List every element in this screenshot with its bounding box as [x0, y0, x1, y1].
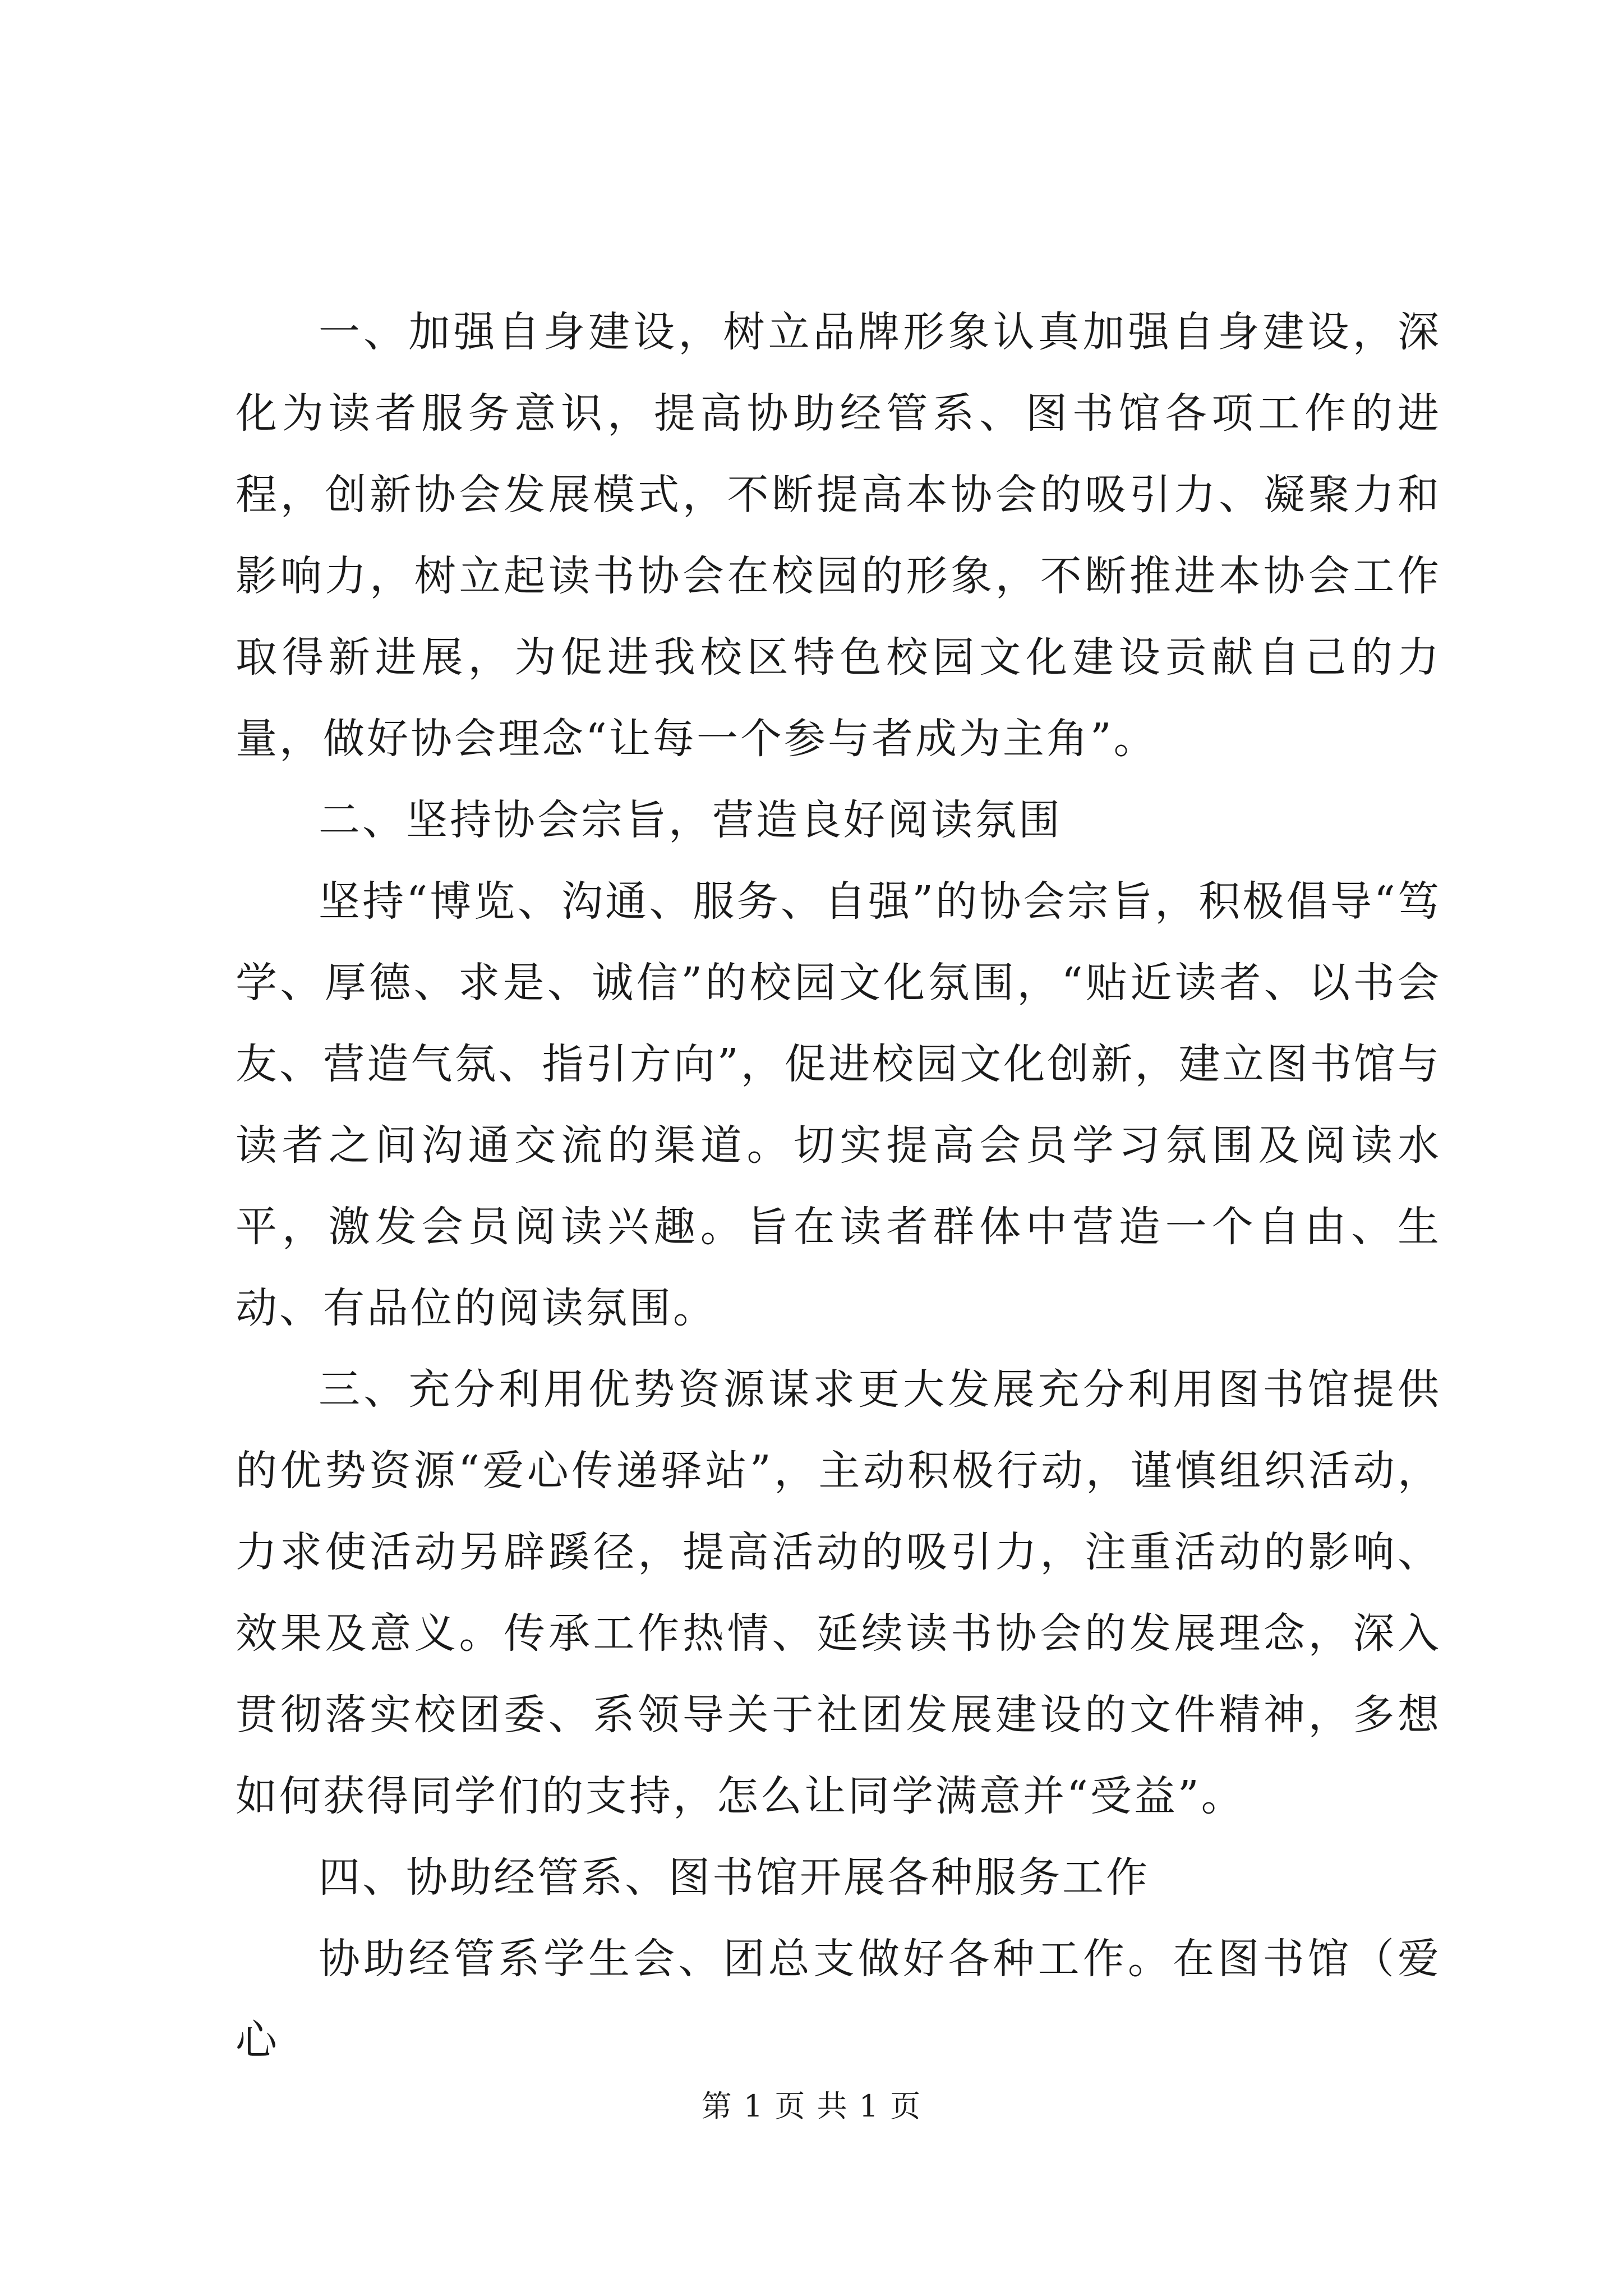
- page-footer: 第 1 页 共 1 页: [701, 2088, 922, 2124]
- paragraph-3: 三、充分利用优势资源谋求更大发展充分利用图书馆提供的优势资源“爱心传递驿站”，主动积极行动，谨慎组织活动，力求使活动另辟蹊径，提高活动的吸引力，注重活动的影响、效果及意义。传承工作热情、延续读书协会的发展理念，深入贯彻落实校团委、系领导关于社团发展建设的文件精神，多想如何获得同学们的支持，怎么让同学满意并“受益”。: [236, 1365, 1441, 1820]
- paragraph-4: 协助经管系学生会、团总支做好各种工作。在图书馆（爱心: [236, 1935, 1441, 2064]
- paragraph-1: 一、加强自身建设，树立品牌形象认真加强自身建设，深化为读者服务意识，提高协助经管系、图书馆各项工作的进程，创新协会发展模式，不断提高本协会的吸引力、凝聚力和影响力，树立起读书协会在校园的形象，不断推进本协会工作取得新进展，为促进我校区特色校园文化建设贡献自己的力量，做好协会理念“让每一个参与者成为主角”。: [236, 308, 1441, 763]
- paragraph-2: 坚持“博览、沟通、服务、自强”的协会宗旨，积极倡导“笃学、厚德、求是、诚信”的校园文化氛围，“贴近读者、以书会友、营造气氛、指引方向”，促进校园文化创新，建立图书馆与读者之间沟通交流的渠道。切实提高会员学习氛围及阅读水平，激发会员阅读兴趣。旨在读者群体中营造一个自由、生动、有品位的阅读氛围。: [236, 877, 1441, 1332]
- section-heading-4: 四、协助经管系、图书馆开展各种服务工作: [319, 1853, 1150, 1902]
- document-body: [236, 292, 1441, 2081]
- section-heading-2: 二、坚持协会宗旨，营造良好阅读氛围: [319, 796, 1062, 844]
